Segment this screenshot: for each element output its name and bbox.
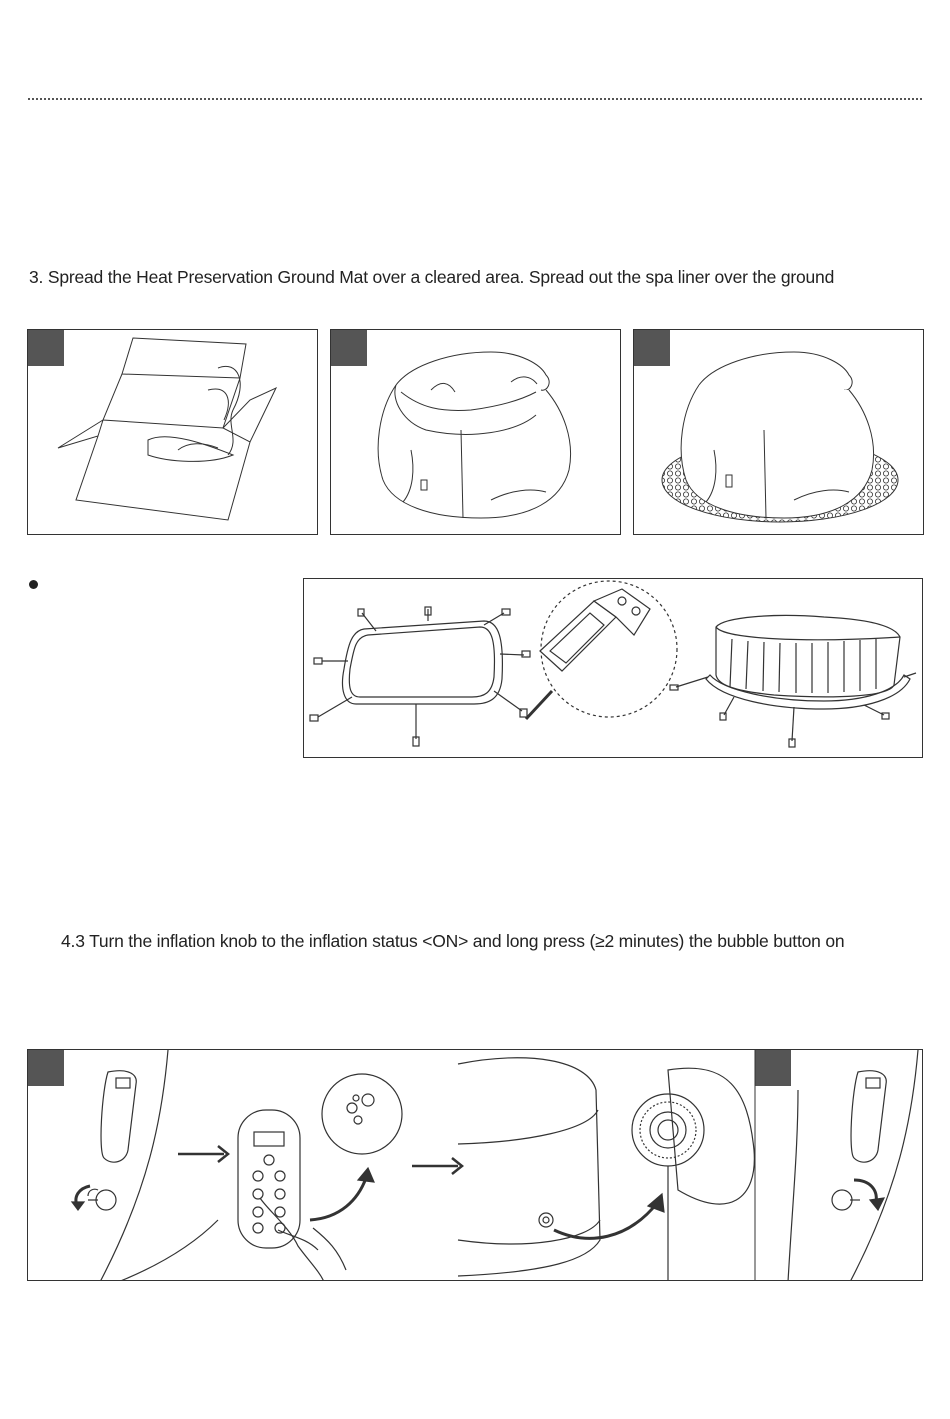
strap-buckle-illustration: [304, 579, 923, 758]
step-4-3-text: 4.3 Turn the inflation knob to the inflation status <ON> and long press (≥2 minutes) the bubble button on: [61, 931, 845, 951]
spa-liner-illustration: [331, 330, 621, 535]
note-bullet: [29, 580, 38, 589]
figure-panel-3: [633, 329, 924, 535]
header-divider: [28, 98, 922, 100]
step-3-text: 3. Spread the Heat Preservation Ground Mat over a cleared area. Spread out the spa liner over the ground: [29, 267, 835, 287]
figure-panel-1: [27, 329, 318, 535]
control-panel-illustration: [238, 1074, 402, 1281]
air-valve-illustration: [458, 1058, 754, 1281]
spa-box-illustration: [28, 330, 318, 535]
ground-mat-illustration: [634, 330, 924, 535]
figure-panel-2: [330, 329, 621, 535]
figure-panel-inflation: [27, 1049, 923, 1281]
inflation-knob-illustration: [72, 1050, 218, 1281]
deflation-knob-illustration: [788, 1050, 918, 1281]
figure-panel-straps: [303, 578, 923, 758]
